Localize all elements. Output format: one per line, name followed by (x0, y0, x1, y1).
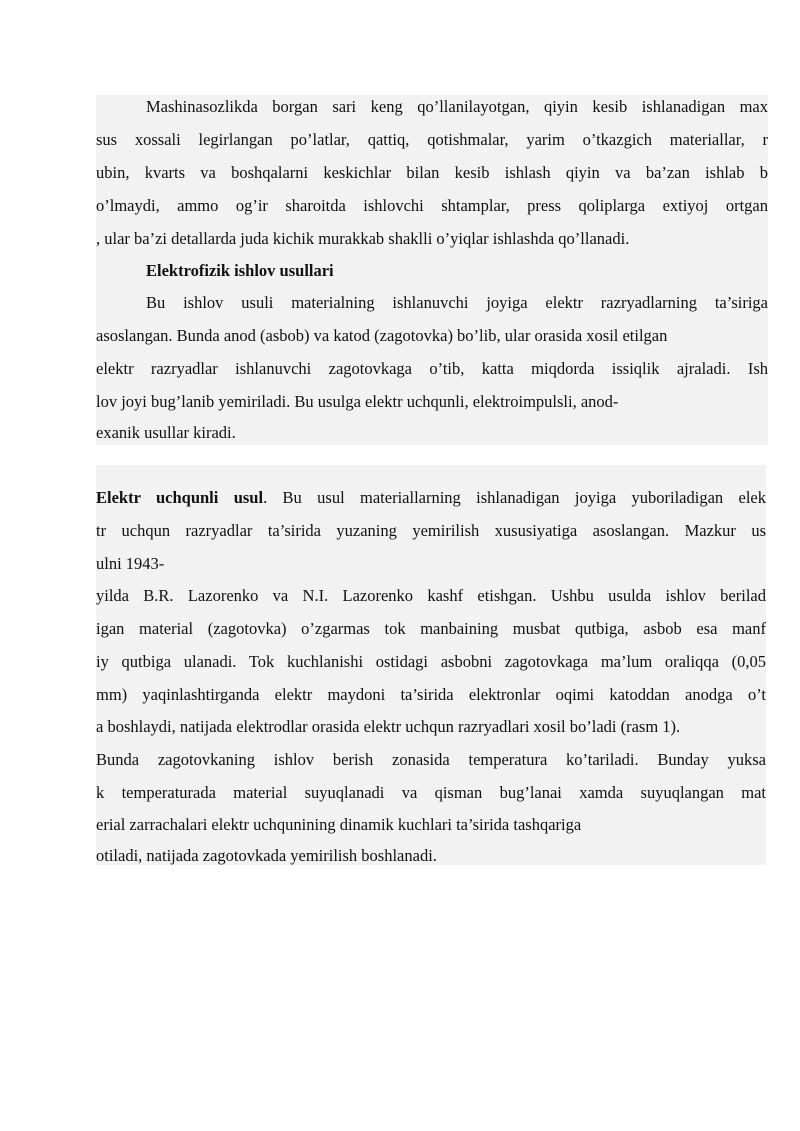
term-bold: Elektr uchqunli usul (96, 488, 264, 507)
paragraph-line: asoslangan. Bunda anod (asbob) va katod (zagotovka) bo’lib, ular orasida xosil etilgan (96, 326, 668, 345)
paragraph-line: elektr razryadlar ishlanuvchi zagotovkaga o’tib, katta miqdorda issiqlik ajraladi. Ish (96, 359, 768, 378)
paragraph-line-rest: . Bu usul materiallarning ishlanadigan joyiga yuboriladigan elek (263, 488, 767, 507)
paragraph-line: lov joyi bug’lanib yemiriladi. Bu usulga elektr uchqunli, elektroimpulsli, anod- (96, 392, 619, 411)
paragraph-line: k temperaturada material suyuqlanadi va qisman bug’lanai xamda suyuqlangan mat (96, 783, 766, 802)
paragraph-line: ulni 1943- (96, 554, 165, 573)
paragraph-line: a boshlaydi, natijada elektrodlar orasida elektr uchqun razryadlari xosil bo’ladi (rasm 1). (96, 717, 681, 736)
paragraph-line: Bu ishlov usuli materialning ishlanuvchi joyiga elektr razryadlarning ta’siriga (146, 293, 768, 312)
paragraph-line: ubin, kvarts va boshqalarni keskichlar bilan kesib ishlash qiyin va ba’zan ishlab b (96, 163, 768, 182)
paragraph-line: igan material (zagotovka) o’zgarmas tok manbaining musbat qutbiga, asbob esa manf (96, 619, 766, 638)
paragraph-line: erial zarrachalari elektr uchqunining dinamik kuchlari ta’sirida tashqariga (96, 815, 582, 834)
text-block-electrophysical (96, 95, 768, 445)
paragraph-line: sus xossali legirlangan po’latlar, qattiq, qotishmalar, yarim o’tkazgich materiallar, r (96, 130, 768, 149)
section-heading: Elektrofizik ishlov usullari (146, 261, 334, 280)
paragraph-line: Bunda zagotovkaning ishlov berish zonasida temperatura ko’tariladi. Bunday yuksa (96, 750, 766, 769)
paragraph-line: mm) yaqinlashtirganda elektr maydoni ta’sirida elektronlar oqimi katoddan anodga o’t (96, 685, 766, 704)
paragraph-line: tr uchqun razryadlar ta’sirida yuzaning yemirilish xususiyatiga asoslangan. Mazkur us (96, 521, 766, 540)
paragraph-line: iy qutbiga ulanadi. Tok kuchlanishi ostidagi asbobni zagotovkaga ma’lum oraliqqa (0,05 (96, 652, 766, 671)
paragraph-line: exanik usullar kiradi. (96, 423, 236, 442)
paragraph-line: otiladi, natijada zagotovkada yemirilish boshlanadi. (96, 846, 437, 865)
paragraph-line: yilda B.R. Lazorenko va N.I. Lazorenko kashf etishgan. Ushbu usulda ishlov berilad (96, 586, 766, 605)
text-block-electric-spark (96, 465, 766, 865)
paragraph-line: Mashinasozlikda borgan sari keng qo’llanilayotgan, qiyin kesib ishlanadigan max (146, 97, 768, 116)
paragraph-line: , ular ba’zi detallarda juda kichik murakkab shaklli o’yiqlar ishlashda qo’llanadi. (96, 229, 630, 248)
paragraph-line-first (96, 488, 766, 508)
paragraph-line: o’lmaydi, ammo og’ir sharoitda ishlovchi shtamplar, press qoliplarga extiyoj ortgan (96, 196, 768, 215)
